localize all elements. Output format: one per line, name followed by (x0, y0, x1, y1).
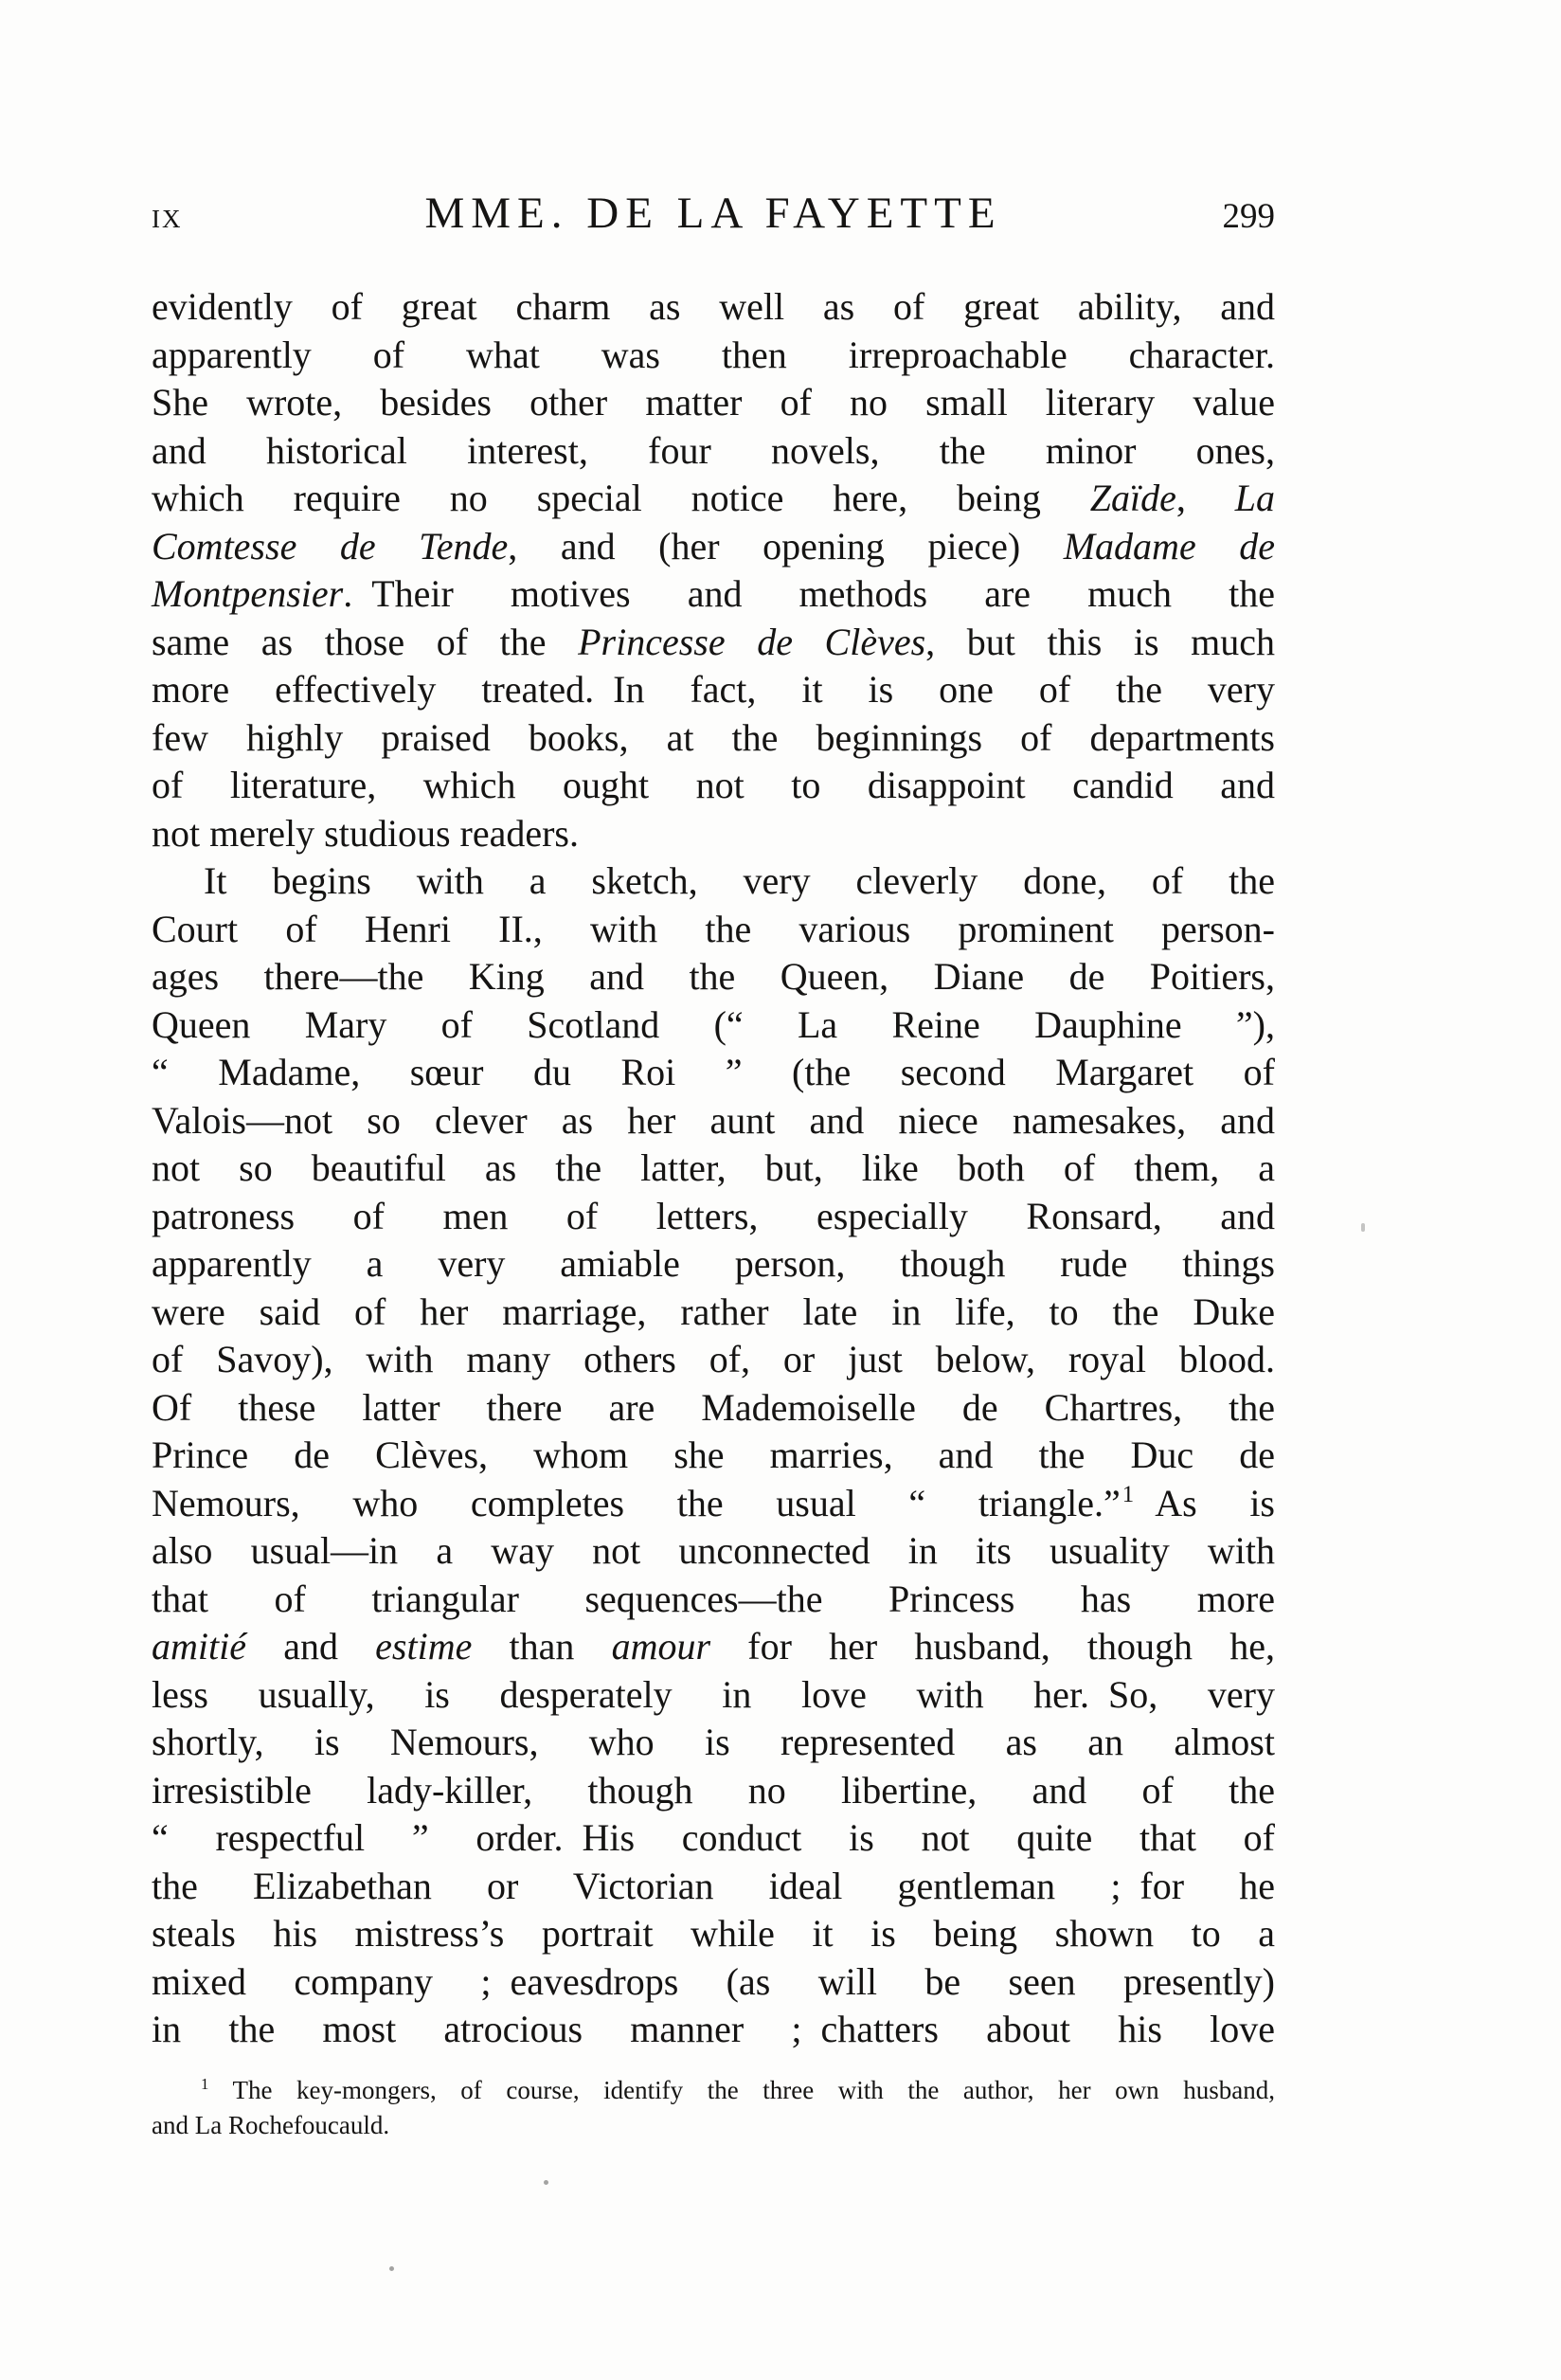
page-title: MME. DE LA FAYETTE (424, 189, 1002, 238)
text-segment: same as those of the (152, 620, 579, 663)
text-segment: Of these latter there are Mademoiselle de Chartres, the (152, 1385, 1275, 1429)
text-segment: of literature, which ought not to disappoint candid and (152, 764, 1275, 806)
text-segment: irresistible lady-killer, though no libertine, and of the (152, 1768, 1275, 1812)
text-line (152, 1049, 1275, 1097)
text-segment: “ respectful ” order. His conduct is not quite that of (152, 1816, 1275, 1859)
text-line (152, 1527, 1275, 1576)
text-line (152, 1863, 1275, 1911)
text-line (152, 379, 1275, 427)
text-line (152, 1814, 1275, 1863)
text-segment: in the most atrocious manner ; chatters about his love (152, 2008, 1275, 2050)
text-line (152, 1958, 1275, 2007)
text-segment: , but this is much (925, 620, 1275, 663)
text-segment: ages there—the King and the Queen, Diane de Poitiers, (152, 955, 1275, 998)
text-segment: steals his mistress’s portrait while it is being shown to a (152, 1912, 1275, 1955)
text-line (152, 810, 1275, 858)
text-line (152, 1289, 1275, 1337)
text-segment: that of triangular sequences—the Princess has more (152, 1577, 1275, 1620)
text-line (152, 332, 1275, 380)
text-line (152, 857, 1275, 906)
text-line (152, 1719, 1275, 1767)
text-segment: Court of Henri II., with the various prominent person- (152, 907, 1275, 950)
text-line (152, 427, 1275, 476)
text-segment: which require no special notice here, being (152, 477, 1090, 519)
text-segment: Prince de Clèves, whom she marries, and the Duc de (152, 1433, 1275, 1476)
text-segment: and historical interest, four novels, the minor ones, (152, 428, 1275, 472)
text-line (152, 1097, 1275, 1145)
text-segment: It begins with a sketch, very cleverly done, of the (204, 859, 1275, 902)
text-line (152, 1910, 1275, 1958)
text-line (152, 475, 1275, 523)
text-line (152, 283, 1275, 332)
text-segment: . Their motives and methods are much the (343, 572, 1275, 615)
text-segment: evidently of great charm as well as of great ability, and (152, 285, 1275, 328)
text-line (152, 1671, 1275, 1720)
text-line (152, 1480, 1275, 1528)
text-segment: She wrote, besides other matter of no small literary value (152, 381, 1275, 424)
text-line (152, 953, 1275, 1001)
text-segment: not merely studious readers. (152, 811, 579, 855)
text-segment: “ Madame, sœur du Roi ” (the second Margaret of (152, 1051, 1275, 1093)
text-line (152, 1767, 1275, 1815)
scan-speck (1361, 1223, 1365, 1232)
text-segment: also usual—in a way not unconnected in its usuality with (152, 1529, 1275, 1572)
text-line (152, 762, 1275, 810)
text-segment: As is (1136, 1481, 1276, 1524)
text-segment: more effectively treated. In fact, it is one of the very (152, 668, 1275, 711)
footnote-text: The key-mongers, of course, identify the three with the author, her own husband, (208, 2076, 1275, 2104)
footnote-line (152, 2108, 1275, 2143)
text-line (152, 1336, 1275, 1384)
text-line (152, 619, 1275, 667)
text-segment: Nemours, who completes the usual “ triangle.” (152, 1481, 1121, 1524)
text-segment: patroness of men of letters, especially Ronsard, and (152, 1194, 1275, 1237)
text-line (152, 1384, 1275, 1433)
text-line (152, 1240, 1275, 1289)
text-line (152, 1432, 1275, 1480)
italic-text: estime (375, 1625, 473, 1668)
text-segment: few highly praised books, at the beginnings of departments (152, 715, 1275, 759)
text-segment: shortly, is Nemours, who is represented as an almost (152, 1721, 1275, 1763)
italic-text: Zaïde (1089, 477, 1176, 519)
text-segment: , and (her opening piece) (508, 524, 1064, 568)
text-segment: of Savoy), with many others of, or just below, royal blood. (152, 1338, 1275, 1380)
text-segment: than (472, 1625, 612, 1668)
chapter-folio: IX (152, 205, 183, 233)
text-segment: Valois—not so clever as her aunt and niece namesakes, and (152, 1098, 1275, 1142)
text-line (152, 1576, 1275, 1624)
text-line (152, 666, 1275, 714)
italic-text: La (1234, 477, 1275, 519)
footnote-reference: 1 (1121, 1482, 1135, 1508)
italic-text: Madame de (1063, 524, 1275, 568)
running-head (152, 188, 1275, 239)
text-segment: were said of her marriage, rather late in life, to the Duke (152, 1289, 1275, 1333)
footnote-line (152, 2073, 1275, 2108)
text-segment: apparently a very amiable person, though rude things (152, 1242, 1275, 1285)
text-line (152, 1623, 1275, 1671)
text-segment: apparently of what was then irreproachable character. (152, 333, 1275, 376)
text-segment: Queen Mary of Scotland (“ La Reine Dauphine ”), (152, 1002, 1275, 1046)
text-line (152, 906, 1275, 954)
scan-speck (389, 2266, 394, 2271)
text-segment: the Elizabethan or Victorian ideal gentleman ; for he (152, 1864, 1275, 1907)
text-segment: for her husband, though he, (710, 1625, 1275, 1668)
text-segment: not so beautiful as the latter, but, like both of them, a (152, 1146, 1275, 1189)
text-segment: mixed company ; eavesdrops (as will be seen presently) (152, 1959, 1275, 2003)
text-segment: less usually, is desperately in love with her. So, very (152, 1672, 1275, 1716)
italic-text: Montpensier (152, 572, 344, 615)
italic-text: amour (611, 1625, 711, 1668)
text-segment: , (1175, 477, 1235, 519)
italic-text: Princesse de Clèves (578, 620, 926, 663)
page-number: 299 (1222, 197, 1275, 236)
text-line (152, 1193, 1275, 1241)
footnote (152, 2073, 1275, 2143)
text-line (152, 1145, 1275, 1193)
text-segment: and (245, 1625, 376, 1668)
footnote-marker: 1 (201, 2075, 209, 2093)
scan-speck (544, 2180, 548, 2185)
italic-text: amitié (152, 1625, 246, 1668)
text-line (152, 570, 1275, 619)
text-line (152, 523, 1275, 571)
italic-text: Comtesse de Tende (152, 524, 509, 568)
footnote-text: and La Rochefoucauld. (152, 2111, 390, 2139)
body-text (152, 283, 1275, 2054)
text-line (152, 2006, 1275, 2054)
text-line (152, 1001, 1275, 1050)
text-line (152, 714, 1275, 763)
